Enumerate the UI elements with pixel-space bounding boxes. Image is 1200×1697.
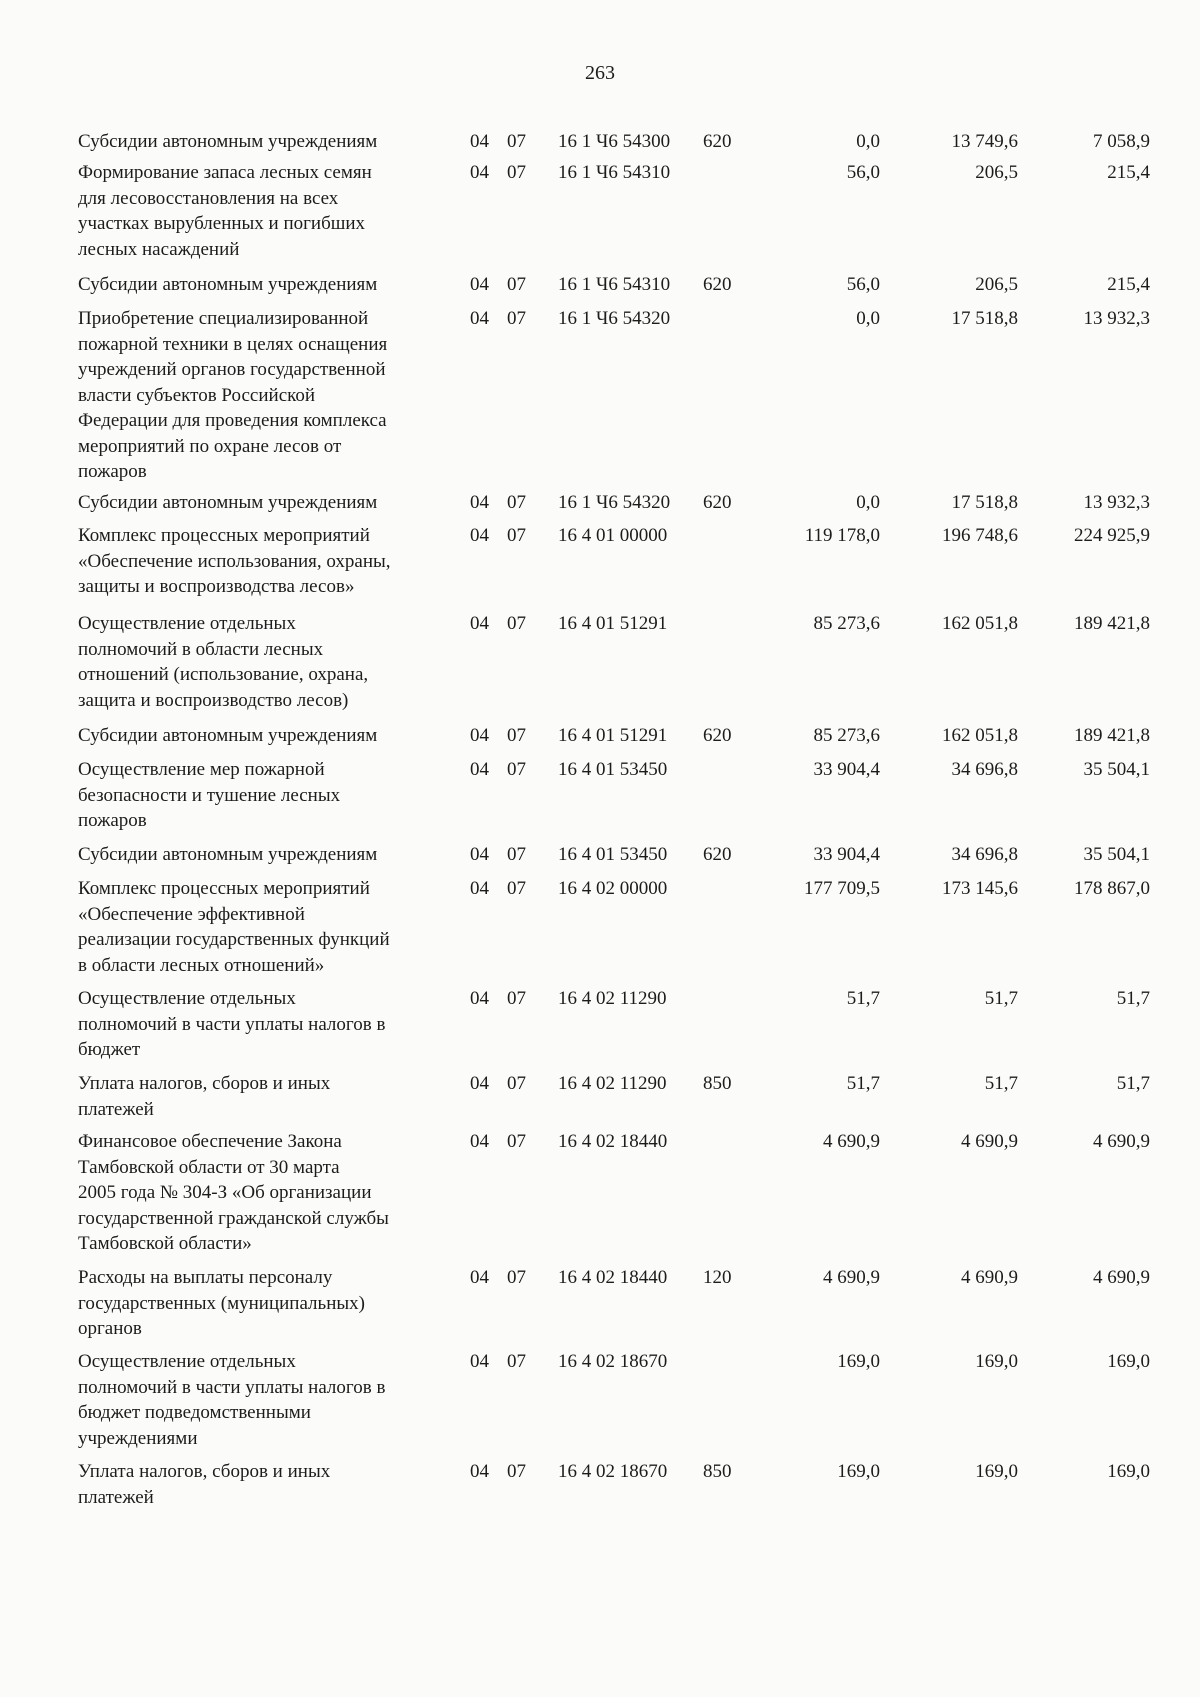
row-name: Субсидии автономным учреждениям [78, 844, 378, 865]
row-value-3: 224 925,9 [1074, 525, 1150, 546]
row-subsection: 07 [507, 492, 526, 513]
row-value-2: 206,5 [975, 162, 1018, 183]
row-subsection: 07 [507, 162, 526, 183]
row-value-3: 4 690,9 [1093, 1131, 1150, 1152]
row-value-1: 33 904,4 [813, 759, 880, 780]
row-name: Субсидии автономным учреждениям [78, 492, 378, 513]
row-section: 04 [470, 844, 489, 865]
row-subsection: 07 [507, 1131, 526, 1152]
row-subsection: 07 [507, 1351, 526, 1372]
row-value-3: 169,0 [1107, 1461, 1150, 1482]
row-value-1: 119 178,0 [804, 525, 880, 546]
row-subsection: 07 [507, 308, 526, 329]
row-name: Осуществление отдельных полномочий в части уплаты налогов в бюджет подведомственными учреждениями [78, 1351, 386, 1449]
row-subsection: 07 [507, 274, 526, 295]
row-section: 04 [470, 878, 489, 899]
row-name: Комплекс процессных мероприятий «Обеспечение эффективной реализации государственных функций в области лесных отношений» [78, 878, 390, 976]
row-value-2: 51,7 [984, 1073, 1018, 1094]
row-name: Комплекс процессных мероприятий «Обеспечение использования, охраны, защиты и воспроизводства лесов» [78, 525, 391, 597]
row-value-3: 35 504,1 [1083, 759, 1150, 780]
row-target-code: 16 4 02 18670 [558, 1351, 668, 1372]
row-subsection: 07 [507, 878, 526, 899]
row-expense-type: 120 [703, 1267, 732, 1288]
row-value-3: 51,7 [1116, 988, 1150, 1009]
row-target-code: 16 1 Ч6 54320 [558, 308, 671, 329]
row-section: 04 [470, 274, 489, 295]
row-expense-type: 850 [703, 1073, 732, 1094]
row-section: 04 [470, 131, 489, 152]
row-value-3: 169,0 [1107, 1351, 1150, 1372]
row-name: Расходы на выплаты персоналу государственных (муниципальных) органов [78, 1267, 365, 1339]
row-value-2: 169,0 [975, 1351, 1018, 1372]
row-value-2: 169,0 [975, 1461, 1018, 1482]
row-value-1: 56,0 [846, 162, 880, 183]
row-value-1: 169,0 [837, 1351, 880, 1372]
row-value-2: 206,5 [975, 274, 1018, 295]
row-section: 04 [470, 988, 489, 1009]
row-value-2: 13 749,6 [951, 131, 1018, 152]
row-target-code: 16 4 02 00000 [558, 878, 668, 899]
row-value-1: 85 273,6 [813, 725, 880, 746]
row-section: 04 [470, 525, 489, 546]
row-value-3: 7 058,9 [1093, 131, 1150, 152]
row-target-code: 16 4 01 00000 [558, 525, 668, 546]
row-value-3: 189 421,8 [1074, 613, 1150, 634]
row-name: Осуществление отдельных полномочий в части уплаты налогов в бюджет [78, 988, 386, 1060]
row-target-code: 16 1 Ч6 54310 [558, 162, 671, 183]
row-section: 04 [470, 725, 489, 746]
row-value-2: 34 696,8 [951, 844, 1018, 865]
row-section: 04 [470, 1267, 489, 1288]
row-name: Приобретение специализированной пожарной техники в целях оснащения учреждений органов государственной власти субъектов Российской Федерации для проведения комплекса мероприятий по охране лесов от пожаров [78, 308, 388, 482]
row-value-2: 51,7 [984, 988, 1018, 1009]
row-value-1: 0,0 [856, 492, 880, 513]
row-value-3: 13 932,3 [1083, 308, 1150, 329]
row-expense-type: 620 [703, 492, 732, 513]
row-subsection: 07 [507, 131, 526, 152]
row-name: Осуществление отдельных полномочий в области лесных отношений (использование, охрана, защита и воспроизводство лесов) [78, 613, 369, 711]
row-section: 04 [470, 162, 489, 183]
row-value-1: 56,0 [846, 274, 880, 295]
row-expense-type: 850 [703, 1461, 732, 1482]
row-value-1: 4 690,9 [823, 1267, 880, 1288]
row-expense-type: 620 [703, 844, 732, 865]
row-value-3: 215,4 [1107, 162, 1150, 183]
row-value-3: 178 867,0 [1074, 878, 1150, 899]
row-subsection: 07 [507, 613, 526, 634]
row-expense-type: 620 [703, 725, 732, 746]
row-expense-type: 620 [703, 274, 732, 295]
row-target-code: 16 4 02 18670 [558, 1461, 668, 1482]
row-section: 04 [470, 1461, 489, 1482]
row-subsection: 07 [507, 1267, 526, 1288]
row-name: Уплата налогов, сборов и иных платежей [78, 1461, 331, 1508]
row-subsection: 07 [507, 988, 526, 1009]
row-subsection: 07 [507, 844, 526, 865]
row-value-1: 4 690,9 [823, 1131, 880, 1152]
row-target-code: 16 4 02 11290 [558, 988, 667, 1009]
row-name: Финансовое обеспечение Закона Тамбовской области от 30 марта 2005 года № 304-З «Об организации государственной гражданской службы Тамбовской области» [78, 1131, 389, 1254]
row-section: 04 [470, 1131, 489, 1152]
row-value-1: 33 904,4 [813, 844, 880, 865]
row-value-2: 34 696,8 [951, 759, 1018, 780]
row-subsection: 07 [507, 759, 526, 780]
row-value-2: 196 748,6 [942, 525, 1018, 546]
row-subsection: 07 [507, 725, 526, 746]
row-value-2: 4 690,9 [961, 1131, 1018, 1152]
row-name: Субсидии автономным учреждениям [78, 274, 378, 295]
row-value-1: 51,7 [846, 1073, 880, 1094]
row-subsection: 07 [507, 525, 526, 546]
row-value-2: 17 518,8 [951, 492, 1018, 513]
row-subsection: 07 [507, 1461, 526, 1482]
row-target-code: 16 1 Ч6 54310 [558, 274, 671, 295]
row-value-2: 17 518,8 [951, 308, 1018, 329]
row-section: 04 [470, 1351, 489, 1372]
row-value-1: 0,0 [856, 308, 880, 329]
row-value-2: 173 145,6 [942, 878, 1018, 899]
row-target-code: 16 4 01 51291 [558, 725, 668, 746]
row-target-code: 16 4 01 53450 [558, 844, 668, 865]
row-target-code: 16 1 Ч6 54320 [558, 492, 671, 513]
row-value-2: 162 051,8 [942, 613, 1018, 634]
row-value-2: 4 690,9 [961, 1267, 1018, 1288]
row-value-3: 51,7 [1116, 1073, 1150, 1094]
row-value-1: 0,0 [856, 131, 880, 152]
row-name: Формирование запаса лесных семян для лесовосстановления на всех участках вырубленных и погибших лесных насаждений [78, 162, 372, 260]
row-value-3: 35 504,1 [1083, 844, 1150, 865]
row-value-1: 51,7 [846, 988, 880, 1009]
row-name: Уплата налогов, сборов и иных платежей [78, 1073, 331, 1120]
row-target-code: 16 4 02 18440 [558, 1131, 668, 1152]
row-value-3: 215,4 [1107, 274, 1150, 295]
row-value-3: 4 690,9 [1093, 1267, 1150, 1288]
row-value-3: 13 932,3 [1083, 492, 1150, 513]
row-value-1: 169,0 [837, 1461, 880, 1482]
row-expense-type: 620 [703, 131, 732, 152]
row-value-1: 85 273,6 [813, 613, 880, 634]
row-target-code: 16 4 02 18440 [558, 1267, 668, 1288]
row-target-code: 16 1 Ч6 54300 [558, 131, 671, 152]
row-name: Субсидии автономным учреждениям [78, 131, 378, 152]
row-value-1: 177 709,5 [804, 878, 880, 899]
row-target-code: 16 4 02 11290 [558, 1073, 667, 1094]
row-section: 04 [470, 308, 489, 329]
row-section: 04 [470, 492, 489, 513]
row-value-2: 162 051,8 [942, 725, 1018, 746]
row-subsection: 07 [507, 1073, 526, 1094]
row-section: 04 [470, 759, 489, 780]
page-number: 263 [585, 62, 615, 84]
row-target-code: 16 4 01 53450 [558, 759, 668, 780]
row-target-code: 16 4 01 51291 [558, 613, 668, 634]
row-section: 04 [470, 1073, 489, 1094]
row-name: Субсидии автономным учреждениям [78, 725, 378, 746]
row-value-3: 189 421,8 [1074, 725, 1150, 746]
row-name: Осуществление мер пожарной безопасности и тушение лесных пожаров [78, 759, 341, 831]
row-section: 04 [470, 613, 489, 634]
